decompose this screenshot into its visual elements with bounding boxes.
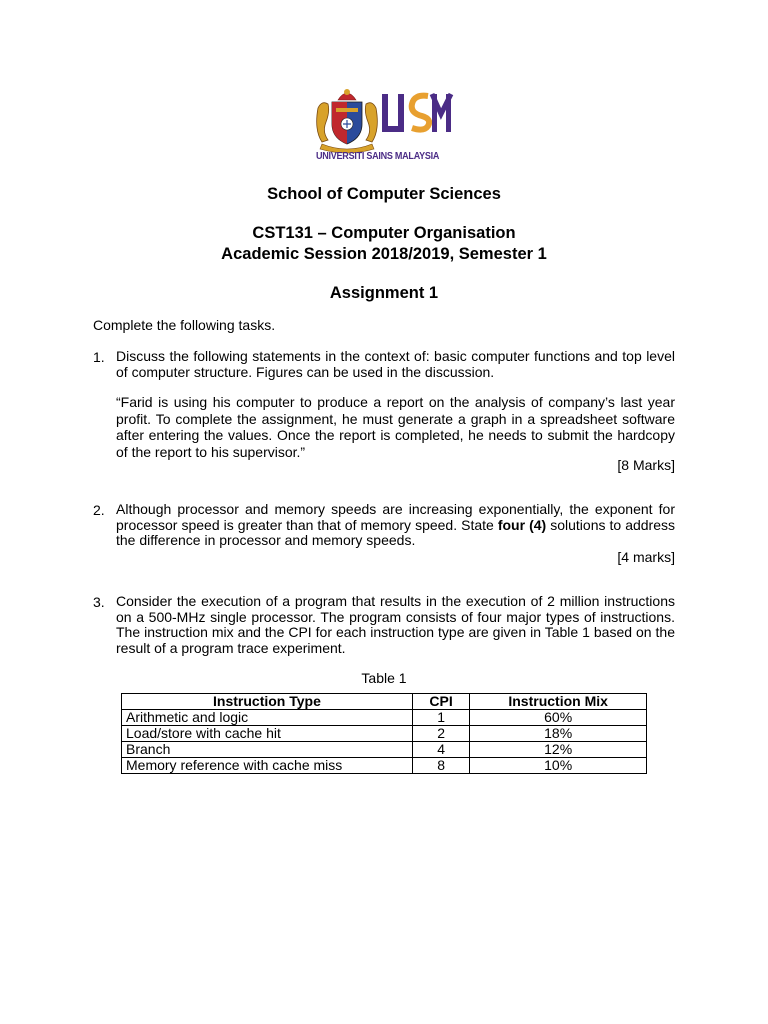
usm-letters-icon [380,77,452,140]
table-header-row [122,694,647,710]
table-header-cell: CPI [412,694,469,710]
course-title: CST131 – Computer Organisation [252,224,516,242]
instruction-table [121,693,647,774]
question-2-marks: [4 marks] [617,549,675,565]
logo-caption: UNIVERSITI SAINS MALAYSIA [316,150,440,162]
table-cell: Load/store with cache hit [122,726,413,742]
question-3-text: Consider the execution of a program that results in the execution of 2 million instructions on a 500-MHz single processor. The program consists of four major types of instructions. The instruction mix and the CPI for each instruction type are given in Table 1 based on the result of a program trace experiment. [116,593,675,656]
assignment-title: Assignment 1 [329,284,439,302]
table-row [122,742,647,758]
table-cell: Memory reference with cache miss [122,758,413,774]
question-1-marks: [8 Marks] [617,457,675,473]
table-row [122,710,647,726]
school-title: School of Computer Sciences [267,185,501,203]
table-cell: 8 [412,758,469,774]
table-row [122,726,647,742]
question-2-text-bold: four (4) [497,516,547,533]
table-cell: 2 [412,726,469,742]
table-cell: 10% [470,758,647,774]
table-cell: Arithmetic and logic [122,710,413,726]
question-2-text [116,502,675,549]
question-2-text-before: Although processor and memory speeds are increasing exponentially, the exponent for processor speed is greater than that of memory speed. State [116,501,675,533]
table-caption: Table 1 [361,670,407,686]
table-header-cell: Instruction Mix [470,694,647,710]
table-cell: 1 [412,710,469,726]
usm-letters-label: USM [380,77,416,94]
table-cell: 60% [470,710,647,726]
question-1-text: Discuss the following statements in the context of: basic computer functions and top level of computer structure. Figures can be used in the discussion. [116,348,675,380]
question-2-text-after: solutions to address the difference in processor and memory speeds. [116,516,676,549]
question-1-quote: “Farid is using his computer to produce a report on the analysis of company’s last year profit. To complete the assignment, he must generate a graph in a spreadsheet software after entering the values. Once the report is completed, he needs to submit the hardcopy of the report to his supervisor.” [116,394,675,460]
table-cell: 18% [470,726,647,742]
intro-text: Complete the following tasks. [93,317,276,333]
table-cell: Branch [122,742,413,758]
question-2-number: 2. [93,502,105,518]
table-cell: 12% [470,742,647,758]
question-1-number: 1. [93,349,105,365]
table-header-cell: Instruction Type [122,694,413,710]
usm-logo [316,77,456,166]
table-cell: 4 [412,742,469,758]
session-title: Academic Session 2018/2019, Semester 1 [221,245,547,263]
table-row [122,758,647,774]
usm-crest-icon [316,86,378,152]
question-3-number: 3. [93,594,105,610]
